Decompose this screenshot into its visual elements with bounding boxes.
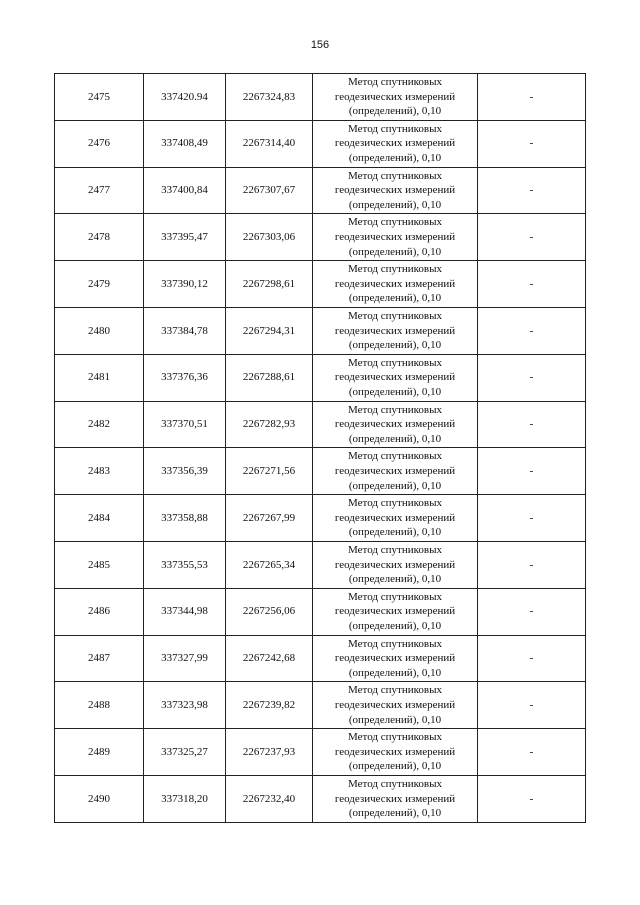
method-line: геодезических измерений [334,558,456,571]
point-number-cell: 2476 [55,120,144,167]
method-cell [313,401,478,448]
table-row [55,448,586,495]
method-line: геодезических измерений [334,184,456,197]
x-coordinate-cell: 337408,49 [144,120,226,167]
method-line: геодезических измерений [334,277,456,290]
method-cell [313,261,478,308]
method-line: Метод спутниковых [348,731,442,744]
table-row [55,682,586,729]
point-number-cell: 2485 [55,541,144,588]
method-line: геодезических измерений [334,137,456,150]
table-row [55,307,586,354]
note-cell: - [478,307,586,354]
method-line: геодезических измерений [334,230,456,243]
method-line: геодезических измерений [334,90,456,103]
table-row [55,729,586,776]
point-number-cell: 2487 [55,635,144,682]
x-coordinate-cell: 337318,20 [144,775,226,822]
method-cell [313,495,478,542]
method-line: геодезических измерений [334,605,456,618]
y-coordinate-cell: 2267237,93 [226,729,313,776]
method-line: (определений), 0,10 [348,479,442,492]
note-cell: - [478,74,586,121]
method-line: Метод спутниковых [348,777,442,790]
y-coordinate-cell: 2267282,93 [226,401,313,448]
y-coordinate-cell: 2267256,06 [226,588,313,635]
point-number-cell: 2479 [55,261,144,308]
note-cell: - [478,354,586,401]
note-cell: - [478,261,586,308]
method-line: Метод спутниковых [348,216,442,229]
table-row [55,541,586,588]
x-coordinate-cell: 337420.94 [144,74,226,121]
method-cell [313,541,478,588]
y-coordinate-cell: 2267298,61 [226,261,313,308]
method-cell [313,354,478,401]
note-cell: - [478,682,586,729]
table-row [55,775,586,822]
table-row [55,74,586,121]
method-cell [313,214,478,261]
method-cell [313,448,478,495]
page-number: 156 [310,39,330,51]
y-coordinate-cell: 2267307,67 [226,167,313,214]
note-cell: - [478,214,586,261]
method-cell [313,775,478,822]
point-number-cell: 2484 [55,495,144,542]
method-line: геодезических измерений [334,745,456,758]
method-line: Метод спутниковых [348,169,442,182]
x-coordinate-cell: 337376,36 [144,354,226,401]
point-number-cell: 2490 [55,775,144,822]
method-line: Метод спутниковых [348,637,442,650]
note-cell: - [478,729,586,776]
method-line: Метод спутниковых [348,76,442,88]
x-coordinate-cell: 337358,88 [144,495,226,542]
y-coordinate-cell: 2267324,83 [226,74,313,121]
method-cell [313,588,478,635]
method-line: (определений), 0,10 [348,105,442,118]
method-line: (определений), 0,10 [348,198,442,211]
y-coordinate-cell: 2267239,82 [226,682,313,729]
method-line: геодезических измерений [334,652,456,665]
x-coordinate-cell: 337355,53 [144,541,226,588]
method-line: геодезических измерений [334,792,456,805]
method-line: (определений), 0,10 [348,526,442,539]
method-line: (определений), 0,10 [348,666,442,679]
x-coordinate-cell: 337323,98 [144,682,226,729]
method-line: (определений), 0,10 [348,713,442,726]
method-cell [313,682,478,729]
point-number-cell: 2488 [55,682,144,729]
table-row [55,635,586,682]
y-coordinate-cell: 2267288,61 [226,354,313,401]
table-row [55,120,586,167]
method-line: (определений), 0,10 [348,619,442,632]
method-line: Метод спутниковых [348,543,442,556]
x-coordinate-cell: 337325,27 [144,729,226,776]
y-coordinate-cell: 2267267,99 [226,495,313,542]
x-coordinate-cell: 337344,98 [144,588,226,635]
point-number-cell: 2483 [55,448,144,495]
method-line: Метод спутниковых [348,497,442,510]
method-line: геодезических измерений [334,418,456,431]
method-cell [313,635,478,682]
x-coordinate-cell: 337395,47 [144,214,226,261]
x-coordinate-cell: 337384,78 [144,307,226,354]
point-number-cell: 2477 [55,167,144,214]
point-number-cell: 2486 [55,588,144,635]
method-cell [313,167,478,214]
x-coordinate-cell: 337370,51 [144,401,226,448]
table-row [55,401,586,448]
method-line: геодезических измерений [334,324,456,337]
method-cell [313,307,478,354]
note-cell: - [478,775,586,822]
note-cell: - [478,635,586,682]
note-cell: - [478,448,586,495]
method-line: геодезических измерений [334,464,456,477]
y-coordinate-cell: 2267265,34 [226,541,313,588]
note-cell: - [478,401,586,448]
y-coordinate-cell: 2267232,40 [226,775,313,822]
method-line: (определений), 0,10 [348,339,442,352]
note-cell: - [478,495,586,542]
x-coordinate-cell: 337400,84 [144,167,226,214]
coordinates-table-body [55,74,586,823]
y-coordinate-cell: 2267303,06 [226,214,313,261]
method-line: (определений), 0,10 [348,807,442,820]
note-cell: - [478,541,586,588]
method-cell [313,729,478,776]
method-cell [313,74,478,121]
table-row [55,588,586,635]
method-line: Метод спутниковых [348,684,442,697]
table-row [55,261,586,308]
method-line: Метод спутниковых [348,309,442,322]
note-cell: - [478,588,586,635]
point-number-cell: 2482 [55,401,144,448]
y-coordinate-cell: 2267242,68 [226,635,313,682]
method-cell [313,120,478,167]
method-line: (определений), 0,10 [348,292,442,305]
method-line: геодезических измерений [334,698,456,711]
point-number-cell: 2475 [55,74,144,121]
method-line: Метод спутниковых [348,403,442,416]
y-coordinate-cell: 2267294,31 [226,307,313,354]
table-row [55,167,586,214]
y-coordinate-cell: 2267314,40 [226,120,313,167]
method-line: геодезических измерений [334,511,456,524]
method-line: (определений), 0,10 [348,432,442,445]
point-number-cell: 2489 [55,729,144,776]
method-line: (определений), 0,10 [348,573,442,586]
coordinates-table [54,73,586,823]
method-line: (определений), 0,10 [348,760,442,773]
table-row [55,214,586,261]
method-line: (определений), 0,10 [348,385,442,398]
method-line: Метод спутниковых [348,590,442,603]
table-row [55,354,586,401]
method-line: (определений), 0,10 [348,245,442,258]
point-number-cell: 2480 [55,307,144,354]
x-coordinate-cell: 337327,99 [144,635,226,682]
note-cell: - [478,167,586,214]
method-line: Метод спутниковых [348,263,442,276]
method-line: Метод спутниковых [348,122,442,135]
note-cell: - [478,120,586,167]
point-number-cell: 2481 [55,354,144,401]
method-line: Метод спутниковых [348,356,442,369]
method-line: геодезических измерений [334,371,456,384]
method-line: Метод спутниковых [348,450,442,463]
y-coordinate-cell: 2267271,56 [226,448,313,495]
x-coordinate-cell: 337356,39 [144,448,226,495]
x-coordinate-cell: 337390,12 [144,261,226,308]
method-line: (определений), 0,10 [348,151,442,164]
table-row [55,495,586,542]
point-number-cell: 2478 [55,214,144,261]
